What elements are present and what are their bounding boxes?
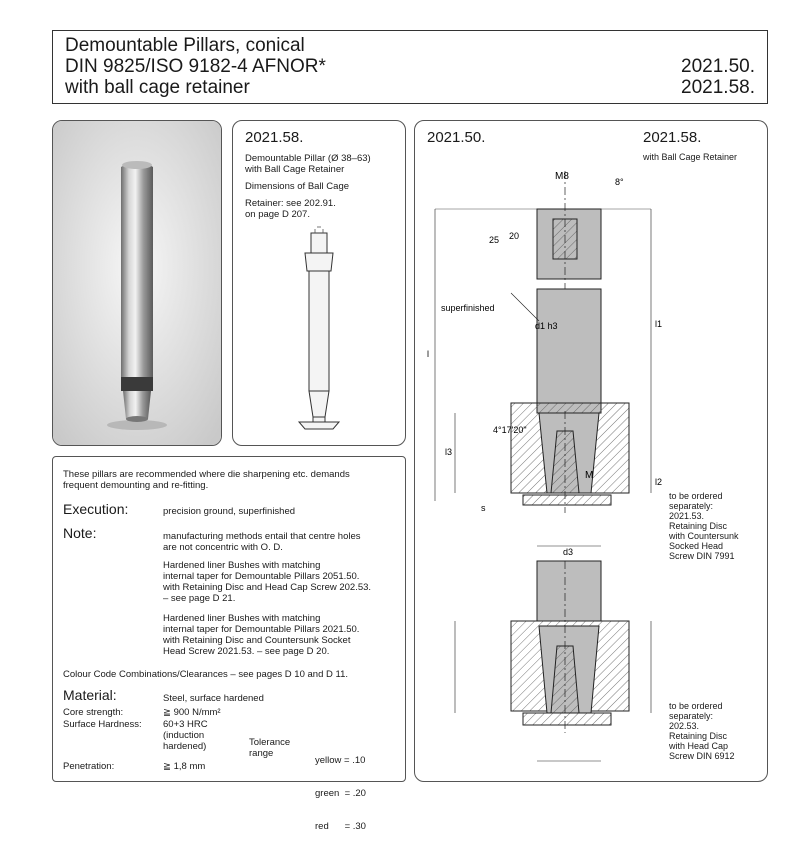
drawing-subtitle-right: with Ball Cage Retainer	[643, 152, 738, 162]
ballcage-line-1: Demountable Pillar (Ø 38–63)	[245, 153, 371, 164]
core-strength-value: ≧ 900 N/mm²	[163, 707, 221, 718]
pillar-section-drawing	[415, 121, 767, 781]
material-value: Steel, surface hardened	[163, 693, 264, 704]
tolerance-values: yellow = .10 green = .20 red = .30	[315, 755, 366, 832]
label-dim-20: 20	[509, 231, 520, 241]
note-top: to be ordered separately: 2021.53. Retaining Disc with Countersunk Socked Head Screw DIN 7991	[669, 491, 739, 561]
ball-cage-pillar-drawing	[233, 121, 405, 445]
core-strength-label: Core strength:	[63, 707, 124, 718]
label-superfinished: superfinished	[441, 303, 495, 313]
penetration-value: ≧ 1,8 mm	[163, 761, 206, 772]
ballcage-line-5: on page D 207.	[245, 209, 310, 220]
label-m8: M8	[555, 171, 569, 182]
product-photo-panel	[52, 120, 222, 446]
label-taper: 4°17'20"	[493, 425, 527, 435]
label-dim-25: 25	[489, 235, 500, 245]
label-l: l	[427, 349, 429, 359]
tolerance-label: Tolerance range	[249, 737, 291, 759]
intro-line-1: These pillars are recommended where die sharpening etc. demands	[63, 469, 350, 480]
title-line-3: with ball cage retainer	[65, 77, 250, 98]
label-l2: l2	[655, 477, 663, 487]
title-line-2: DIN 9825/ISO 9182-4 AFNOR*	[65, 56, 326, 77]
drawing-code-left: 2021.50.	[427, 129, 486, 146]
label-angle-8: 8°	[615, 177, 624, 187]
pillar-photo	[53, 121, 221, 445]
colour-code-line: Colour Code Combinations/Clearances – see pages D 10 and D 11.	[63, 669, 348, 680]
title-line-1: Demountable Pillars, conical	[65, 35, 305, 56]
label-m: M	[585, 470, 594, 481]
header-box	[52, 30, 768, 104]
label-d3: d3	[563, 547, 574, 557]
ball-cage-panel	[232, 120, 406, 446]
drawing-code-right: 2021.58.	[643, 129, 702, 146]
ballcage-line-3: Dimensions of Ball Cage	[245, 181, 350, 192]
surface-hardness-label: Surface Hardness:	[63, 719, 142, 730]
note-para-3: Hardened liner Bushes with matching internal taper for Demountable Pillars 2021.50. with Retaining Disc and Countersunk Socket Head Screw 2021.53. – see page D 20.	[163, 613, 360, 657]
note-para-2: Hardened liner Bushes with matching internal taper for Demountable Pillars 2051.50. with Retaining Disc and Head Cap Screw 202.53. – see page D 21.	[163, 560, 372, 604]
penetration-label: Penetration:	[63, 761, 115, 772]
label-d1: d1 h3	[535, 321, 558, 331]
material-label: Material:	[63, 687, 117, 703]
info-panel	[52, 456, 406, 832]
ballcage-code: 2021.58.	[245, 129, 304, 146]
intro-line-2: frequent demounting and re-fitting.	[63, 480, 209, 491]
label-s: s	[481, 503, 486, 513]
note-para-1: manufacturing methods entail that centre holes are not concentric with O. D.	[163, 531, 361, 553]
surface-hardness-value: 60+3 HRC (induction hardened)	[163, 719, 208, 752]
technical-drawing-panel	[414, 120, 768, 782]
code-2021-50: 2021.50.	[681, 56, 755, 77]
code-2021-58: 2021.58.	[681, 77, 755, 98]
execution-text: precision ground, superfinished	[163, 506, 296, 517]
label-l3: l3	[445, 447, 453, 457]
ballcage-line-2: with Ball Cage Retainer	[245, 164, 345, 175]
label-l1: l1	[655, 319, 663, 329]
execution-label: Execution:	[63, 501, 129, 517]
ballcage-line-4: Retainer: see 202.91.	[245, 198, 336, 209]
note-bottom: to be ordered separately: 202.53. Retaining Disc with Head Cap Screw DIN 6912	[669, 701, 735, 761]
note-label: Note:	[63, 525, 97, 541]
